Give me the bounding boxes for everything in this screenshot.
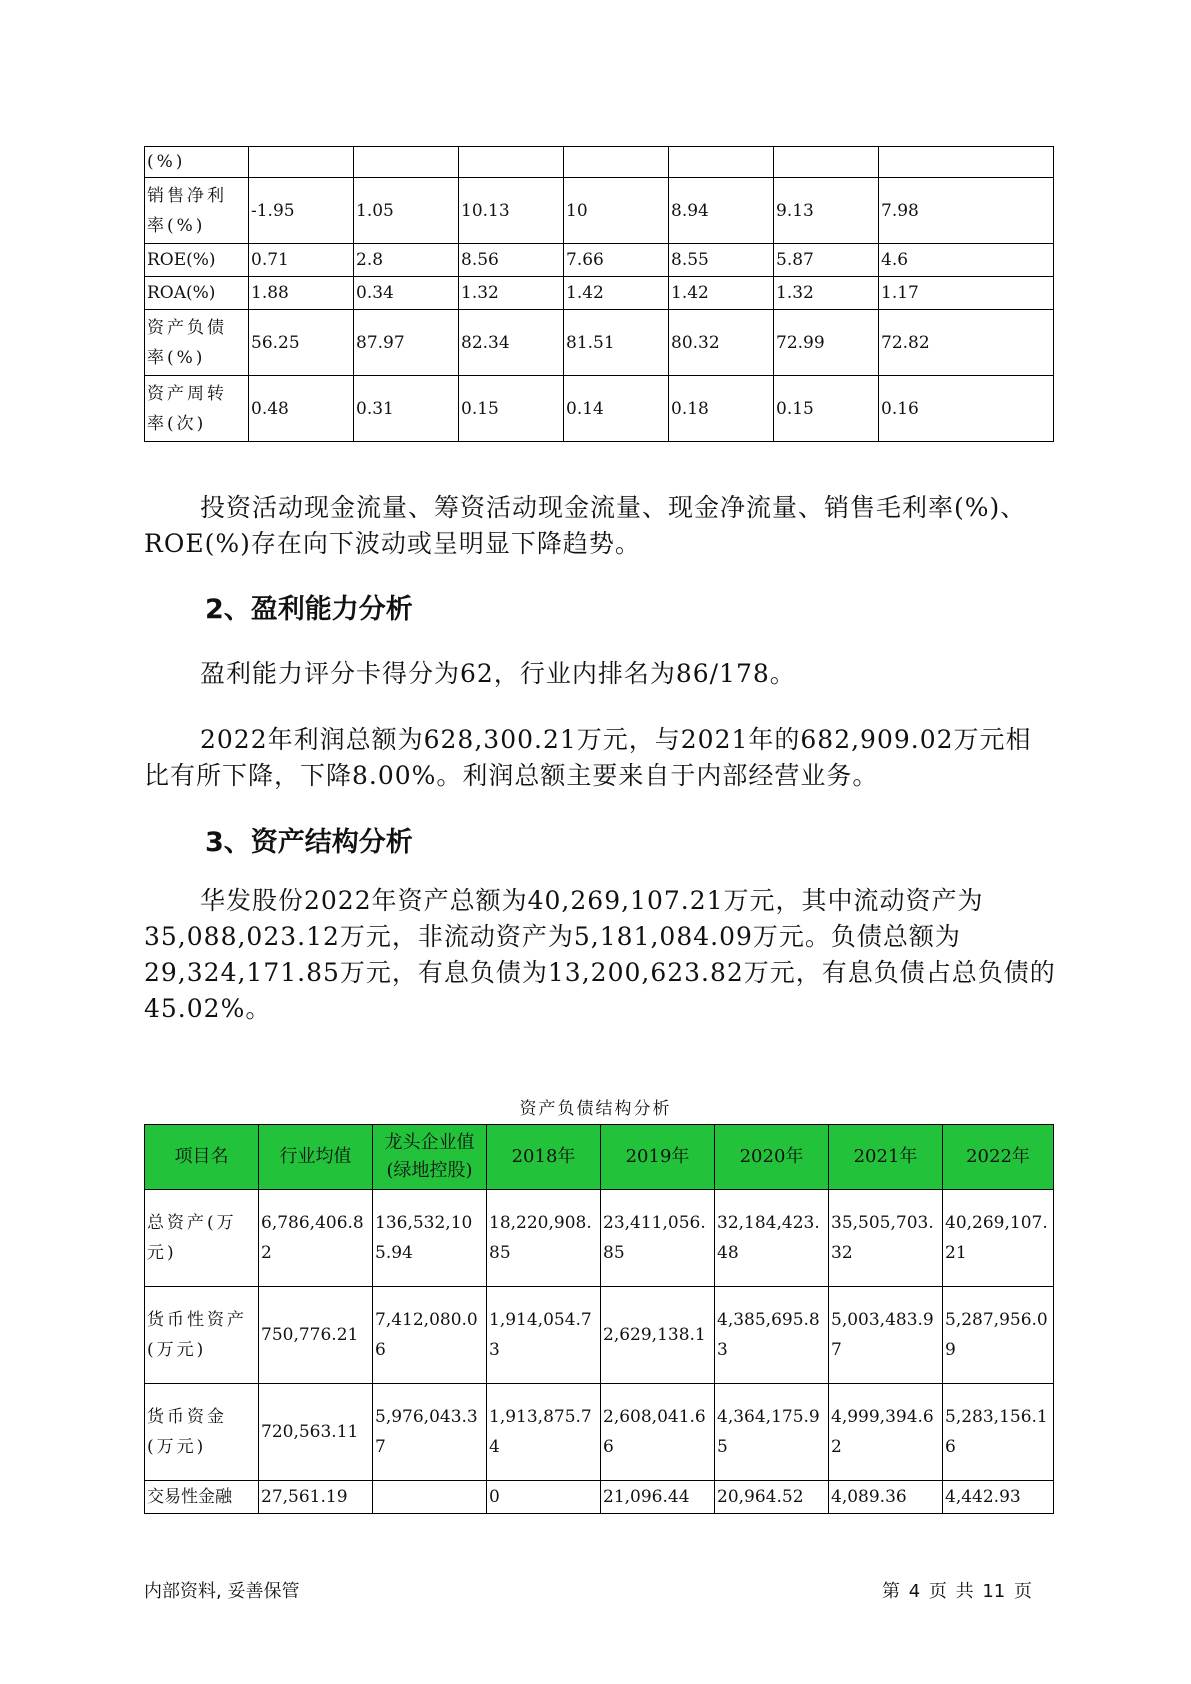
table-cell: 72.82 [879, 310, 1054, 376]
row-label: 交易性金融 [145, 1481, 259, 1514]
table-cell: 2,608,041.66 [601, 1384, 715, 1481]
table-cell: 4,442.93 [943, 1481, 1054, 1514]
table-cell: 2.8 [354, 244, 459, 277]
table-cell: 81.51 [564, 310, 669, 376]
table-cell: 0.16 [879, 376, 1054, 442]
table-cell: 82.34 [459, 310, 564, 376]
table-cell: -1.95 [249, 178, 354, 244]
table-cell: 20,964.52 [715, 1481, 829, 1514]
column-header: 行业均值 [259, 1125, 373, 1190]
table-row [145, 1384, 1054, 1481]
trend-text: 投资活动现金流量、筹资活动现金流量、现金净流量、销售毛利率(%)、ROE(%)存在向下波动或呈明显下降趋势。 [144, 493, 1027, 558]
asset-structure-text: 华发股份2022年资产总额为40,269,107.21万元，其中流动资产为35,088,023.12万元，非流动资产为5,181,084.09万元。负债总额为29,324,171.85万元，有息负债为13,200,623.82万元，有息负债占总负债的45.02%。 [144, 886, 1056, 1023]
table-cell: 35,505,703.32 [829, 1190, 943, 1287]
table-row [145, 147, 1054, 178]
row-label: 销售净利率(%) [145, 178, 249, 244]
table-cell [373, 1481, 487, 1514]
section-heading-asset-structure: 3、资产结构分析 [205, 827, 413, 858]
table-cell [669, 147, 774, 178]
table-header-row [145, 1125, 1054, 1190]
table-cell [879, 147, 1054, 178]
column-header: 2022年 [943, 1125, 1054, 1190]
table-cell: 1.42 [669, 277, 774, 310]
table-cell: 32,184,423.48 [715, 1190, 829, 1287]
asset-liability-structure-table [144, 1124, 1054, 1514]
section-heading-profitability: 2、盈利能力分析 [205, 594, 413, 625]
table-cell: 1.17 [879, 277, 1054, 310]
table-cell: 5.87 [774, 244, 879, 277]
column-header: 2021年 [829, 1125, 943, 1190]
column-header: 项目名 [145, 1125, 259, 1190]
trend-paragraph [144, 490, 1056, 562]
row-label: 资产周转率(次) [145, 376, 249, 442]
table-cell: 1.32 [774, 277, 879, 310]
page-number: 第 4 页 共 11 页 [882, 1581, 1032, 1602]
table-cell: 4,364,175.95 [715, 1384, 829, 1481]
table-cell: 0 [487, 1481, 601, 1514]
table-cell: 5,287,956.09 [943, 1287, 1054, 1384]
table-cell: 7.66 [564, 244, 669, 277]
profit-score-paragraph [144, 656, 1056, 692]
table-cell: 9.13 [774, 178, 879, 244]
table-cell: 0.31 [354, 376, 459, 442]
table-cell: 0.48 [249, 376, 354, 442]
table-row [145, 1481, 1054, 1514]
asset-structure-paragraph [144, 883, 1056, 1027]
table-cell [249, 147, 354, 178]
table-cell: 8.56 [459, 244, 564, 277]
table-cell: 8.94 [669, 178, 774, 244]
row-label: 货币性资产(万元) [145, 1287, 259, 1384]
table-cell: 4.6 [879, 244, 1054, 277]
table-row [145, 178, 1054, 244]
table-row [145, 244, 1054, 277]
table-cell: 0.71 [249, 244, 354, 277]
column-header: 龙头企业值(绿地控股) [373, 1125, 487, 1190]
table-row [145, 376, 1054, 442]
financial-ratio-table [144, 146, 1054, 442]
table-row [145, 310, 1054, 376]
table-cell: 1,913,875.74 [487, 1384, 601, 1481]
table-cell: 72.99 [774, 310, 879, 376]
profit-total-paragraph [144, 722, 1056, 794]
table-cell: 4,999,394.62 [829, 1384, 943, 1481]
table-cell: 1.88 [249, 277, 354, 310]
column-header: 2020年 [715, 1125, 829, 1190]
table-cell: 0.34 [354, 277, 459, 310]
column-header: 2019年 [601, 1125, 715, 1190]
table-cell [564, 147, 669, 178]
table-cell: 1,914,054.73 [487, 1287, 601, 1384]
table-cell: 4,089.36 [829, 1481, 943, 1514]
table-cell: 720,563.11 [259, 1384, 373, 1481]
table-cell: 27,561.19 [259, 1481, 373, 1514]
table-cell: 5,003,483.97 [829, 1287, 943, 1384]
table-cell: 1.32 [459, 277, 564, 310]
table-cell: 0.18 [669, 376, 774, 442]
profit-total-text: 2022年利润总额为628,300.21万元，与2021年的682,909.02万元相比有所下降，下降8.00%。利润总额主要来自于内部经营业务。 [144, 725, 1032, 790]
table-cell: 10 [564, 178, 669, 244]
table-cell: 750,776.21 [259, 1287, 373, 1384]
table-cell: 7.98 [879, 178, 1054, 244]
table-cell: 136,532,105.94 [373, 1190, 487, 1287]
row-label: 资产负债率(%) [145, 310, 249, 376]
row-label: 总资产(万元) [145, 1190, 259, 1287]
row-label: ROE(%) [145, 244, 249, 277]
table-cell: 87.97 [354, 310, 459, 376]
table-row [145, 277, 1054, 310]
table-cell: 23,411,056.85 [601, 1190, 715, 1287]
table-cell: 0.15 [459, 376, 564, 442]
table-cell: 0.14 [564, 376, 669, 442]
table-cell: 21,096.44 [601, 1481, 715, 1514]
table-cell: 2,629,138.1 [601, 1287, 715, 1384]
table-caption: 资产负债结构分析 [519, 1099, 672, 1119]
table-cell [459, 147, 564, 178]
row-label: (%) [145, 147, 249, 178]
table-cell: 40,269,107.21 [943, 1190, 1054, 1287]
table-cell: 10.13 [459, 178, 564, 244]
table-cell: 4,385,695.83 [715, 1287, 829, 1384]
profit-score-text: 盈利能力评分卡得分为62，行业内排名为86/178。 [200, 659, 796, 688]
table-cell: 8.55 [669, 244, 774, 277]
footer-confidential-note: 内部资料, 妥善保管 [144, 1581, 300, 1602]
table-cell: 7,412,080.06 [373, 1287, 487, 1384]
table-cell: 80.32 [669, 310, 774, 376]
table-cell [354, 147, 459, 178]
table-cell: 6,786,406.82 [259, 1190, 373, 1287]
row-label: 货币资金(万元) [145, 1384, 259, 1481]
table-cell: 1.05 [354, 178, 459, 244]
table-row [145, 1190, 1054, 1287]
table-cell [774, 147, 879, 178]
table-cell: 5,283,156.16 [943, 1384, 1054, 1481]
table-cell: 18,220,908.85 [487, 1190, 601, 1287]
column-header: 2018年 [487, 1125, 601, 1190]
table-cell: 1.42 [564, 277, 669, 310]
row-label: ROA(%) [145, 277, 249, 310]
table-cell: 56.25 [249, 310, 354, 376]
table-row [145, 1287, 1054, 1384]
table-cell: 0.15 [774, 376, 879, 442]
table-cell: 5,976,043.37 [373, 1384, 487, 1481]
